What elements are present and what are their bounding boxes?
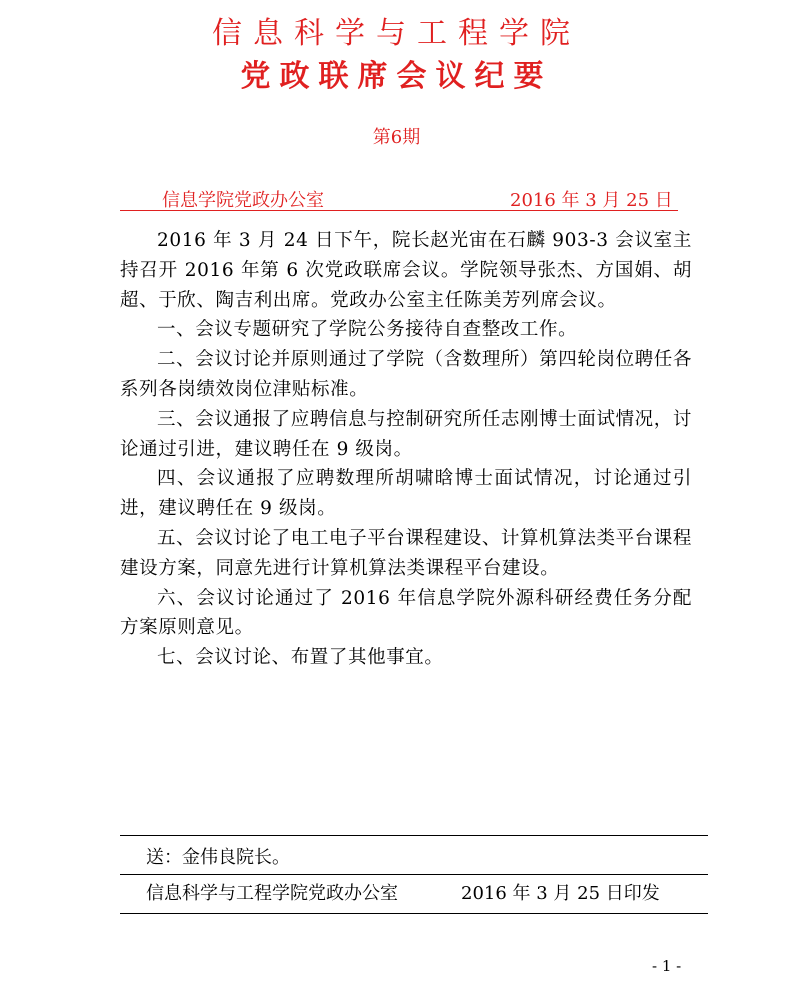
body-paragraph: 六、会议讨论通过了 2016 年信息学院外源科研经费任务分配方案原则意见。 bbox=[120, 587, 692, 639]
footer-issuer: 信息科学与工程学院党政办公室 bbox=[146, 883, 398, 904]
footer-issue-date: 2016 年 3 月 25 日印发 bbox=[461, 883, 660, 904]
page-number: - 1 - bbox=[652, 957, 682, 975]
minutes-body bbox=[120, 226, 692, 673]
body-paragraph: 三、会议通报了应聘信息与控制研究所任志刚博士面试情况，讨论通过引进，建议聘任在 9 级岗。 bbox=[120, 408, 692, 460]
issuing-office: 信息学院党政办公室 bbox=[162, 190, 324, 211]
body-paragraph: 四、会议通报了应聘数理所胡啸晗博士面试情况，讨论通过引进，建议聘任在 9 级岗。 bbox=[120, 468, 692, 520]
body-paragraph: 二、会议讨论并原则通过了学院（含数理所）第四轮岗位聘任各系列各岗绩效岗位津贴标准。 bbox=[120, 349, 692, 400]
footer-divider-bottom bbox=[120, 913, 708, 914]
org-title: 信息科学与工程学院 bbox=[212, 16, 581, 51]
red-header-divider bbox=[120, 210, 678, 211]
footer-divider-middle bbox=[120, 874, 708, 875]
body-paragraph: 2016 年 3 月 24 日下午，院长赵光宙在石麟 903-3 会议室主持召开 2016 年第 6 次党政联席会议。学院领导张杰、方国娟、胡超、于欣、陶吉利出席。党政办公室主任陈美芳列席会议。 bbox=[120, 230, 692, 311]
body-paragraph: 一、会议专题研究了学院公务接待自查整改工作。 bbox=[157, 319, 578, 341]
doc-title: 党政联席会议纪要 bbox=[240, 59, 553, 94]
body-paragraph: 五、会议讨论了电工电子平台课程建设、计算机算法类平台课程建设方案，同意先进行计算机算法类课程平台建设。 bbox=[120, 527, 692, 579]
issue-date: 2016 年 3 月 25 日 bbox=[510, 190, 673, 211]
footer-divider-top bbox=[120, 835, 708, 836]
distribution-line: 送：金伟良院长。 bbox=[146, 847, 290, 868]
issue-number: 第6期 bbox=[372, 127, 421, 148]
body-paragraph: 七、会议讨论、布置了其他事宜。 bbox=[157, 647, 444, 669]
